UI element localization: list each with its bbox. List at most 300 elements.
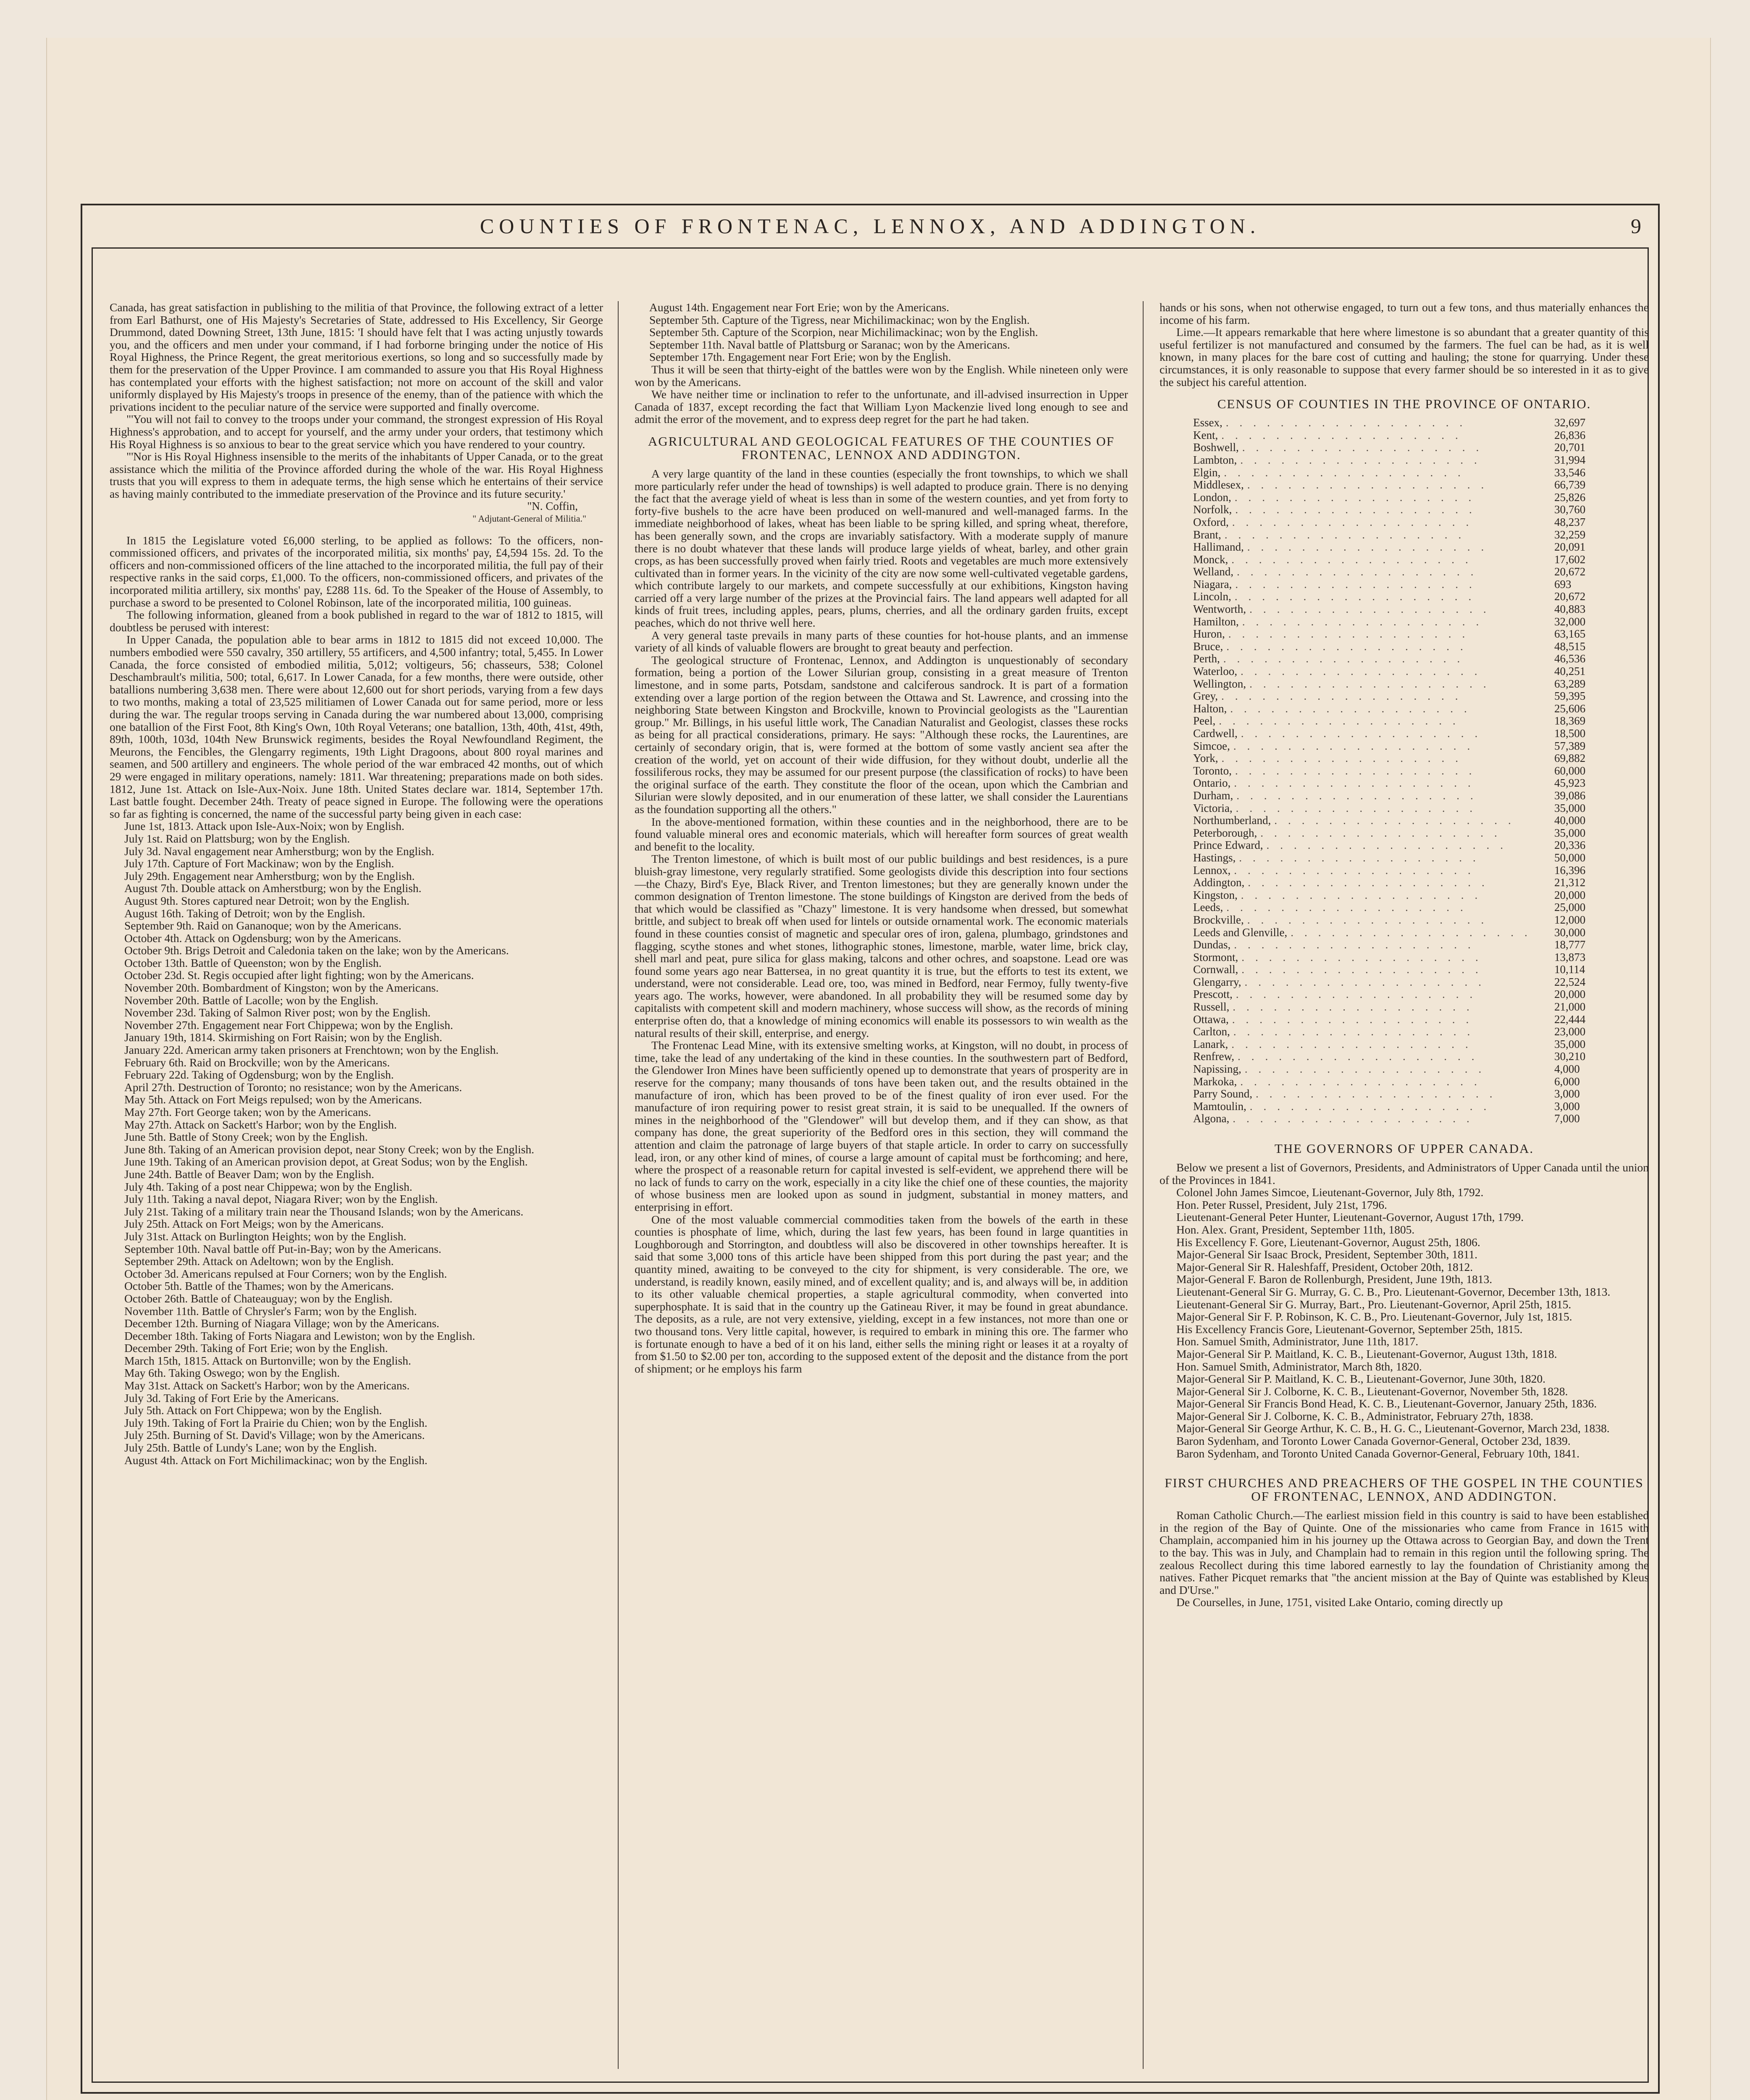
paragraph: In 1815 the Legislature voted £6,000 sterling, to be applied as follows: To the officers, non-commissioned officers, and privates of the incorporated militia, six months' pay, £4,594 15s. 2d. To the officers and non-commissioned officers of the line attached to the incorporated militia, the full pay of their respective ranks in the said corps, £1,000. To the officers, non-commissioned officers, and privates of the incorporated militia artillery, six months' pay, £288 11s. 6d. To the Speaker of the House of Assembly, to purchase a sword to be presented to Colonel Robinson, late of the incorporated militia, 100 guineas. [110,533,603,609]
list-item: November 11th. Battle of Chrysler's Farm; won by the English. [124,1304,417,1318]
table-row [1193,901,1613,914]
population-value: 20,701 [1554,441,1586,454]
column-divider [618,301,619,2069]
county-name: Simcoe, [1193,739,1230,752]
table-row [1193,566,1613,578]
population-value: 7,000 [1554,1112,1580,1125]
list-item: September 5th. Capture of the Tigress, near Michilimackinac; won by the English. [649,313,1030,326]
leader-dots: .................. [1233,1113,1480,1125]
leader-dots: .................. [1274,814,1522,827]
population-value: 31,994 [1554,453,1586,466]
county-name: Northumberland, [1193,814,1271,827]
table-row [1193,429,1613,442]
table-row [1193,864,1613,877]
table-row [1193,802,1613,815]
leader-dots: .................. [1248,877,1496,889]
population-value: 20,672 [1554,590,1586,603]
list-item: September 17th. Engagement near Fort Erie; won by the English. [649,350,951,364]
population-value: 18,369 [1554,714,1586,727]
population-value: 32,000 [1554,615,1586,628]
leader-dots: .................. [1291,926,1538,939]
list-item: June 24th. Battle of Beaver Dam; won by the English. [124,1167,374,1181]
leader-dots: .................. [1233,740,1481,752]
population-value: 693 [1554,578,1572,591]
column-1 [110,301,603,2069]
population-value: 30,000 [1554,926,1586,939]
table-row [1193,541,1613,554]
county-name: Dundas, [1193,938,1231,951]
population-value: 46,536 [1554,652,1586,665]
population-value: 32,259 [1554,528,1586,541]
population-value: 22,444 [1554,1013,1586,1026]
county-name: Oxford, [1193,515,1229,528]
leader-dots: .................. [1249,603,1497,616]
county-name: Mamtoulin, [1193,1100,1246,1113]
population-value: 69,882 [1554,752,1586,765]
table-row [1193,578,1613,591]
county-name: London, [1193,491,1231,504]
population-value: 50,000 [1554,851,1586,864]
list-item: Lieutenant-General Sir G. Murray, G. C. B., Pro. Lieutenant-Governor, December 13th, 1813. [1176,1285,1611,1298]
list-item: July 21st. Taking of a military train near the Thousand Islands; won by the Americans. [124,1205,524,1218]
county-name: Boshwell, [1193,441,1239,454]
county-name: Essex, [1193,416,1223,429]
leader-dots: .................. [1240,1075,1488,1088]
list-item: February 22d. Taking of Ogdensburg; won by the English. [124,1068,394,1082]
paragraph: Lime.—It appears remarkable that here where limestone is so abundant that a greater quantity of this useful fertilizer is not manufactured and consumed by the farmers. The fuel can be had, as it is well known, in many places for the bare cost of cutting and hauling; the stone for quarrying. Under these circumstances, it is only reasonable to suppose that every farmer should be so interested in it as to give the subject his careful attention. [1160,326,1649,388]
population-value: 59,395 [1554,690,1586,703]
county-name: Leeds, [1193,901,1223,914]
paragraph: Roman Catholic Church.—The earliest mission field in this country is said to have been established in the region of the Bay of Quinte. One of the missionaries who came from France in 1615 with Champlain, accompanied him in his journey up the Ottawa across to Georgian Bay, and down the Trent to the bay. This was in July, and Champlain had to remain in this region until the following spring. The zealous Recollect during this time labored earnestly to lay the foundation of Christianity among the natives. Father Picquet remarks that "the ancient mission at the Bay of Quinte was established by Kleus and D'Urse." [1160,1509,1649,1596]
list-item: May 6th. Taking Oswego; won by the English. [124,1366,340,1380]
county-name: Toronto, [1193,764,1232,777]
leader-dots: .................. [1237,566,1485,578]
table-row [1193,889,1613,902]
population-value: 3,000 [1554,1100,1580,1113]
list-item: March 15th, 1815. Attack on Burtonville; won by the English. [124,1354,411,1367]
population-value: 30,210 [1554,1050,1586,1063]
county-name: Prince Edward, [1193,839,1263,852]
list-item: Lieutenant-General Sir G. Murray, Bart., Pro. Lieutenant-Governor, April 25th, 1815. [1176,1297,1572,1311]
governors-list [1160,1161,1649,1460]
leader-dots: .................. [1235,578,1483,591]
paragraph: The following information, gleaned from a book published in regard to the war of 1812 to 1815, will doubtless be perused with interest: [110,608,603,634]
page-number: 9 [1631,214,1641,238]
list-item: July 31st. Attack on Burlington Heights; won by the English. [124,1229,407,1243]
section-heading-agriculture: AGRICULTURAL AND GEOLOGICAL FEATURES OF THE COUNTIES OF FRONTENAC, LENNOX AND ADDINGTON. [648,433,1115,462]
population-value: 20,000 [1554,888,1586,901]
population-value: 40,883 [1554,603,1586,616]
table-row [1193,665,1613,678]
county-name: Peel, [1193,714,1216,727]
leader-dots: .................. [1221,752,1469,765]
list-item: July 25th. Battle of Lundy's Lane; won by the English. [124,1441,377,1454]
leader-dots: .................. [1235,764,1483,777]
leader-dots: .................. [1244,976,1492,988]
table-row [1193,454,1613,467]
list-item: October 13th. Battle of Queenston; won by the English. [124,956,382,969]
section-heading-churches: FIRST CHURCHES AND PREACHERS OF THE GOSPEL IN THE COUNTIES OF FRONTENAC, LENNOX, AND ADDINGTON. [1165,1475,1644,1504]
county-name: Middlesex, [1193,478,1244,491]
population-value: 63,289 [1554,677,1586,690]
table-row [1193,752,1613,765]
list-item: Baron Sydenham, and Toronto United Canada Governor-General, February 10th, 1841. [1176,1446,1580,1460]
paragraph: The Frontenac Lead Mine, with its extensive smelting works, at Kingston, will no doubt, in process of time, take the lead of any undertaking of the kind in these counties. In the southwestern part of Bedford, the Glendower Iron Mines have been sufficiently opened up to demonstrate that years of prosperity are in reserve for the company; many thousands of tons have been taken out, and the results obtained in the manufacture of iron, which has been proved to be of the finest quality of iron ever used. For the manufacture of iron requiring power to resist great strain, it is said to be unequalled. If the owners of mines in the neighborhood of the "Glendower" will but develop them, and if they can show, as that company has done, the great superiority of the Bedford ores in this section, they will command the attention and claim the patronage of large buyers of that staple article. In order to carry on successfully lead, iron, or any other kind of mines, of course a large amount of capital must be forthcoming; and here, where the prospect of a reasonable return for capital invested is self-evident, we apprehend there will be no lack of funds to carry on the work, especially in a city like the chief one of these counties, the majority of whose business men are looked upon as sound in judgment, substantial in money matters, and enterprising in effort. [635,1039,1128,1213]
table-row [1193,616,1613,628]
county-name: Prescott, [1193,988,1233,1001]
paragraph: Thus it will be seen that thirty-eight of the battles were won by the English. While nineteen only were won by the Americans. [635,362,1128,388]
leader-dots: .................. [1234,939,1482,951]
list-item: His Excellency F. Gore, Lieutenant-Governor, August 25th, 1806. [1176,1235,1480,1249]
list-item: His Excellency Francis Gore, Lieutenant-Governor, September 25th, 1815. [1176,1322,1523,1336]
table-row [1193,951,1613,964]
list-item: July 1st. Raid on Plattsburg; won by the English. [124,832,350,845]
column-2 [635,301,1128,2069]
list-item: November 27th. Engagement near Fort Chippewa; won by the English. [124,1018,453,1032]
table-row [1193,1013,1613,1026]
population-value: 48,515 [1554,640,1586,653]
list-item: Hon. Samuel Smith, Administrator, March 8th, 1820. [1176,1360,1422,1373]
list-item: June 5th. Battle of Stony Creek; won by the English. [124,1130,368,1144]
list-item: October 26th. Battle of Chateauguay; won by the English. [124,1292,393,1305]
table-row [1193,640,1613,653]
leader-dots: .................. [1242,615,1490,628]
paragraph: hands or his sons, when not otherwise engaged, to turn out a few tons, and thus materially enhances the income of his farm. [1160,301,1649,326]
leader-dots: .................. [1234,591,1482,603]
population-value: 39,086 [1554,789,1586,802]
population-value: 12,000 [1554,913,1586,926]
table-row [1193,827,1613,840]
county-name: Ontario, [1193,777,1231,790]
county-name: Renfrew, [1193,1050,1234,1063]
population-value: 20,000 [1554,988,1586,1001]
population-value: 33,546 [1554,466,1586,479]
county-name: Napissing, [1193,1063,1241,1076]
population-value: 40,251 [1554,665,1586,678]
county-name: Lennox, [1193,864,1231,877]
population-value: 25,000 [1554,901,1586,914]
table-row [1193,777,1613,790]
table-row [1193,765,1613,777]
county-name: Monck, [1193,553,1228,566]
table-row [1193,1076,1613,1088]
list-item: May 5th. Attack on Fort Meigs repulsed; won by the Americans. [124,1093,422,1106]
list-item: Major-General Sir J. Colborne, K. C. B., Lieutenant-Governor, November 5th, 1828. [1176,1384,1568,1398]
population-value: 13,873 [1554,950,1586,963]
list-item: July 19th. Taking of Fort la Prairie du Chien; won by the English. [124,1416,428,1429]
list-item: July 5th. Attack on Fort Chippewa; won by the English. [124,1404,382,1417]
paragraph: A very large quantity of the land in these counties (especially the front townships, to which we shall more particularly refer under the head of townships) is well adapted to produce grain. There is no denying the fact that the average yield of wheat is less than in some of the western counties, and yet from forty to forty-five bushels to the acre have been produced on well-manured and well-managed farms. In the immediate neighborhood of lakes, wheat has been liable to be spring killed, and spring wheat, therefore, has been generally sown, and the crops are invariably satisfactory. With a moderate supply of manure there is no doubt whatever that these lands will produce large yields of wheat, barley, and other grain crops, as has been successfully proved when fairly tried. Roots and vegetables are much more extensively cultivated than in former years. In the vicinity of the city are now some well-cultivated vegetable gardens, which contribute largely to our markets, and compete successfully at our exhibitions, Kingston having carried off a very large number of the prizes at the Provincial fairs. The land appears well adapted for all kinds of fruit trees, including apples, pears, plums, cherries, and all the ordinary garden fruits, except peaches, which do not thrive well here. [635,467,1128,630]
county-name: Leeds and Glenville, [1193,926,1288,939]
population-value: 21,312 [1554,876,1586,889]
paragraph: De Courselles, in June, 1751, visited Lake Ontario, coming directly up [1176,1596,1503,1609]
county-name: Parry Sound, [1193,1087,1252,1100]
leader-dots: .................. [1235,504,1483,516]
table-row [1193,790,1613,802]
leader-dots: .................. [1247,479,1495,491]
table-row [1193,1100,1613,1113]
list-item: September 9th. Raid on Gananoque; won by the Americans. [124,919,401,932]
population-value: 40,000 [1554,814,1586,827]
leader-dots: .................. [1221,690,1469,703]
section-heading-governors: THE GOVERNORS OF UPPER CANADA. [1274,1141,1534,1156]
list-item: October 5th. Battle of the Thames; won by the Americans. [124,1279,394,1293]
battle-list [110,820,603,1466]
list-item: August 4th. Attack on Fort Michilimackinac; won by the English. [124,1453,428,1467]
list-item: Major-General Sir J. Colborne, K. C. B., Administrator, February 27th, 1838. [1176,1409,1533,1423]
county-name: Wellington, [1193,677,1246,690]
leader-dots: .................. [1237,1050,1485,1063]
leader-dots: .................. [1236,988,1484,1001]
running-head: COUNTIES OF FRONTENAC, LENNOX, AND ADDINGTON. [480,214,1261,238]
list-item: Major-General Sir George Arthur, K. C. B., H. G. C., Lieutenant-Governor, March 23d, 1838. [1176,1422,1610,1435]
leader-dots: .................. [1230,702,1478,715]
list-item: June 1st, 1813. Attack upon Isle-Aux-Noix; won by English. [124,819,404,833]
signature-name: "N. Coffin, [527,499,578,512]
county-name: Cardwell, [1193,727,1238,740]
county-name: Welland, [1193,565,1234,578]
county-name: Lanark, [1193,1037,1228,1050]
population-value: 35,000 [1554,801,1586,814]
table-row [1193,1001,1613,1013]
list-item: Hon. Samuel Smith, Administrator, June 11th, 1817. [1176,1335,1419,1348]
leader-dots: .................. [1236,789,1484,802]
paragraph: The Trenton limestone, of which is built most of our public buildings and best residences, is a pure bluish-gray limestone, very regularly stratified. Some geologists divide this description into four sections—the Chazy, Bird's Eye, Black River, and Trenton limestones; but they are generally known under the common designation of Trenton limestone. The stone buildings of Kingston are derived from the beds of that which would be classified as "Chazy" limestone. It is very handsome when dressed, but somewhat brittle, and subject to break off when used for lintels or outside ornamental work. The economic materials found in these counties consist of magnetic and specular ores of iron, galena, plumbago, grindstones and flagging, scythe stones and whet stones, lithographic stones, limestone, marble, water lime, brick clay, shell marl and peat, pure silica for glass making, talcons and other ochres, and soapstone. Lead ore was found some years ago near Battersea, in no great quantity it is true, but the efforts to test its extent, we understand, were not considerable. Lead ore, too, was mined in Bedford, near Fermoy, fully twenty-five years ago. The works, however, were abandoned. In all probability they will be resumed some day by capitalists with competent skill and modern machinery, whose success will show, as the records of mining enterprise often do, that a knowledge of mining economics will enable its possessors to win wealth as the natural results of their skill, enterprise, and energy. [635,852,1128,1040]
county-name: Ottawa, [1193,1013,1229,1026]
list-item: September 11th. Naval battle of Plattsburg or Saranac; won by the Americans. [649,338,1010,351]
table-row [1193,653,1613,665]
population-value: 20,091 [1554,541,1586,554]
leader-dots: .................. [1233,1026,1481,1038]
leader-dots: .................. [1241,889,1489,901]
table-row [1193,914,1613,927]
leader-dots: .................. [1241,951,1489,963]
population-value: 32,697 [1554,416,1586,429]
paragraph: Canada, has great satisfaction in publishing to the militia of that Province, the following extract of a letter from Earl Bathurst, one of His Majesty's Secretaries of State, addressed to His Excellency, Sir George Drummond, dated Downing Street, 13th June, 1815: 'I should have felt that I was acting unjustly towards you, and the officers and men under your command, if I had forborne bringing under the notice of His Royal Highness, the Prince Regent, the great meritorious exertions, so long and so successfully made by them for the preservation of the Upper Province. I am commanded to assure you that His Royal Highness has contemplated your efforts with the highest satisfaction; not more on account of the skill and valor uniformly displayed by His Majesty's troops in presence of the enemy, than of the patience with which the privations incident to the peculiar nature of the service were supported and finally overcome. [110,301,603,413]
county-name: Grey, [1193,690,1218,703]
table-row [1193,504,1613,516]
population-value: 63,165 [1554,627,1586,640]
leader-dots: .................. [1226,901,1474,914]
list-item: Major-General Sir Isaac Brock, President, September 30th, 1811. [1176,1248,1478,1261]
list-item: July 29th. Engagement near Amherstburg; won by the English. [124,869,415,882]
population-value: 25,826 [1554,491,1586,504]
population-value: 16,396 [1554,864,1586,877]
leader-dots: .................. [1221,429,1469,441]
table-row [1193,516,1613,529]
list-item: Major-General Sir F. P. Robinson, K. C. B., Pro. Lieutenant-Governor, July 1st, 1815. [1176,1310,1572,1323]
leader-dots: .................. [1260,827,1508,839]
table-row [1193,740,1613,753]
table-row [1193,554,1613,566]
population-value: 35,000 [1554,1037,1586,1050]
population-value: 35,000 [1554,826,1586,839]
population-value: 57,389 [1554,739,1586,752]
list-item: Colonel John James Simcoe, Lieutenant-Governor, July 8th, 1792. [1176,1186,1484,1199]
population-value: 60,000 [1554,764,1586,777]
list-item: July 25th. Attack on Fort Meigs; won by the Americans. [124,1217,384,1231]
table-row [1193,1113,1613,1125]
table-row [1193,927,1613,939]
county-name: Bruce, [1193,640,1223,653]
page-frame [81,204,1660,2094]
leader-dots: .................. [1224,466,1472,479]
county-name: York, [1193,752,1218,765]
population-value: 18,500 [1554,727,1586,740]
leader-dots: .................. [1249,677,1497,690]
list-item: Major-General Sir P. Maitland, K. C. B., Lieutenant-Governor, August 13th, 1818. [1176,1347,1557,1360]
table-row [1193,628,1613,640]
list-item: December 12th. Burning of Niagara Village; won by the Americans. [124,1317,440,1330]
county-name: Durham, [1193,789,1233,802]
list-item: July 3d. Naval engagement near Amherstburg; won by the English. [124,844,435,858]
table-row [1193,441,1613,454]
county-name: Norfolk, [1193,503,1232,516]
leader-dots: .................. [1224,528,1472,541]
leader-dots: .................. [1244,1063,1493,1076]
table-row [1193,678,1613,690]
list-item: Hon. Alex. Grant, President, September 11th, 1805. [1176,1223,1415,1236]
county-name: Peterborough, [1193,826,1257,839]
paragraph: One of the most valuable commercial commodities taken from the bowels of the earth in these counties is phosphate of lime, which, during the last few years, has been found in large quantities in Loughborough and Storrington, and doubtless will also be discovered in other townships hereafter. It is said that some 3,000 tons of this article have been shipped from this port during the past year; and the quantity mined, awaiting to be conveyed to the city for shipment, is very considerable. The ore, we understand, is readily known, easily mined, and of excellent quality; and is, and always will be, in addition to its other valuable chemical properties, a staple agricultural commodity, when converted into superphosphate. It is said that in the country up the Gatineau River, it may be found in great abundance. The deposits, as a rule, are not very extensive, yielding, except in a few instances, not more than one or two thousand tons. Very little capital, however, is required to embark in mining this ore. The farmer who is fortunate enough to have a bed of it on his land, either sells the mining right or leases it at a royalty of from $1.50 to $2.00 per ton, according to the supposed extent of the deposit and the distance from the port of shipment; or he employs his farm [635,1213,1128,1375]
table-row [1193,1063,1613,1076]
list-item: June 19th. Taking of an American provision depot, at Great Sodus; won by the English. [124,1155,528,1168]
list-item: November 23d. Taking of Salmon River post; won by the English. [124,1006,431,1019]
list-item: August 16th. Taking of Detroit; won by the English. [124,906,365,920]
county-name: Glengarry, [1193,975,1241,988]
county-name: Cornwall, [1193,963,1238,976]
population-value: 30,760 [1554,503,1586,516]
county-name: Algona, [1193,1112,1230,1125]
leader-dots: .................. [1242,441,1490,454]
leader-dots: .................. [1234,491,1482,504]
county-name: Victoria, [1193,801,1233,814]
county-name: Huron, [1193,627,1225,640]
table-row [1193,852,1613,864]
list-item: Hon. Peter Russel, President, July 21st, 1796. [1176,1198,1387,1211]
list-item: Below we present a list of Governors, Presidents, and Administrators of Upper Canada until the union of the Provinces in 1841. [1160,1161,1649,1186]
leader-dots: .................. [1219,715,1467,727]
list-item: September 5th. Capture of the Scorpion, near Michilimackinac; won by the English. [649,326,1038,339]
paragraph: "'You will not fail to convey to the troops under your command, the strongest expression of His Royal Highness's approbation, and to accept for yourself, and the army under your orders, that testimony which His Royal Highness is so anxious to bear to the great service which you have rendered to your country. [110,412,603,451]
table-row [1193,963,1613,976]
table-row [1193,491,1613,504]
leader-dots: .................. [1240,454,1488,466]
population-value: 4,000 [1554,1063,1580,1076]
table-row [1193,529,1613,541]
table-row [1193,690,1613,703]
population-value: 48,237 [1554,515,1586,528]
table-row [1193,1038,1613,1051]
county-name: Lincoln, [1193,590,1231,603]
census-table [1193,417,1613,1125]
list-item: Major-General Sir Francis Bond Head, K. C. B., Lieutenant-Governor, January 25th, 1836. [1176,1397,1597,1410]
table-row [1193,703,1613,715]
county-name: Addington, [1193,876,1245,889]
population-value: 6,000 [1554,1075,1580,1088]
county-name: Elgin, [1193,466,1221,479]
population-value: 23,000 [1554,1025,1586,1038]
county-name: Stormont, [1193,950,1238,963]
list-item: April 27th. Destruction of Toronto; no resistance; won by the Americans. [124,1080,462,1094]
county-name: Hallimand, [1193,541,1244,554]
list-item: December 18th. Taking of Forts Niagara and Lewiston; won by the English. [124,1329,475,1342]
leader-dots: .................. [1225,417,1474,429]
county-name: Niagara, [1193,578,1232,591]
population-value: 10,114 [1554,963,1585,976]
list-item: September 29th. Attack on Adeltown; won by the English. [124,1255,394,1268]
county-name: Kent, [1193,428,1218,441]
paragraph: A very general taste prevails in many parts of these counties for hot-house plants, and an immense variety of all kinds of valuable flowers are brought to great beauty and perfection. [635,628,1128,654]
leader-dots: .................. [1241,963,1489,976]
list-item: July 17th. Capture of Fort Mackinaw; won by the English. [124,857,394,870]
table-row [1193,715,1613,727]
county-name: Wentworth, [1193,603,1246,616]
population-value: 66,739 [1554,478,1586,491]
table-row [1193,839,1613,852]
county-name: Russell, [1193,1000,1230,1013]
county-name: Lambton, [1193,453,1237,466]
table-row [1193,976,1613,989]
list-item: July 3d. Taking of Fort Erie by the Americans. [124,1391,339,1404]
leader-dots: .................. [1247,914,1495,926]
signature-title: " Adjutant-General of Militia." [472,513,586,524]
list-item: May 27th. Attack on Sackett's Harbor; won by the English. [124,1118,397,1131]
table-row [1193,467,1613,479]
table-row [1193,1026,1613,1038]
list-item: December 29th. Taking of Fort Erie; won by the English. [124,1341,388,1355]
list-item: September 10th. Naval battle off Put-in-Bay; won by the Americans. [124,1242,441,1255]
leader-dots: .................. [1247,541,1495,554]
list-item: November 20th. Bombardment of Kingston; won by the Americans. [124,981,439,995]
leader-dots: .................. [1234,864,1482,877]
table-row [1193,1050,1613,1063]
population-value: 20,672 [1554,565,1586,578]
list-item: Lieutenant-General Peter Hunter, Lieutenant-Governor, August 17th, 1799. [1176,1210,1524,1224]
population-value: 17,602 [1554,553,1586,566]
section-heading-census: CENSUS OF COUNTIES IN THE PROVINCE OF ONTARIO. [1217,396,1591,412]
list-item: February 6th. Raid on Brockville; won by the Americans. [124,1055,390,1069]
population-value: 20,336 [1554,839,1586,852]
population-value: 21,000 [1554,1000,1586,1013]
leader-dots: .................. [1266,839,1514,852]
county-name: Brant, [1193,528,1221,541]
list-item: August 14th. Engagement near Fort Erie; won by the Americans. [649,301,950,314]
paragraph: "'Nor is His Royal Highness insensible to the merits of the inhabitants of Upper Canada, or to the great assistance which the militia of the Province afforded during the whole of the war. His Royal Highness trusts that you will express to them in adequate terms, the high sense which he entertains of their service as having mainly contributed to the immediate preservation of the Province and its future security.' [110,450,603,500]
population-value: 3,000 [1554,1087,1580,1100]
county-name: Markoka, [1193,1075,1237,1088]
list-item: October 9th. Brigs Detroit and Caledonia taken on the lake; won by the Americans. [124,944,509,957]
leader-dots: .................. [1226,640,1474,653]
table-row [1193,727,1613,740]
list-item: May 31st. Attack on Sackett's Harbor; won by the Americans. [124,1379,410,1392]
list-item: Major-General Sir R. Haleshfaff, President, October 20th, 1812. [1176,1260,1473,1273]
text-frame [92,247,1649,2083]
population-value: 22,524 [1554,975,1586,988]
population-value: 45,923 [1554,777,1586,790]
paragraph: The geological structure of Frontenac, Lennox, and Addington is unquestionably of secondary formation, being a portion of the Lower Silurian group, consisting in a great measure of Trenton limestone, and in some parts, Potsdam, sandstone and calciferous sandrock. It is part of a formation extending over a large portion of the region between the Ottawa and St. Lawrence, and crossing into the neighboring State between Kingston and Brockville, known to Provincial geologists as the "Laurentian group." Mr. Billings, in his useful little work, The Canadian Naturalist and Geologist, classes these rocks as being for all practical considerations, primary. He says: "Although these rocks, the Laurentines, are certainly of secondary origin, that is, were formed at the bottom of some vastly ancient sea after the creation of the world, yet on account of their wide diffusion, for they without doubt, underlie all the fossiliferous rocks, they may be assumed for our present purpose (the classification of rocks) to have been the original surface of the earth. They constitute the floor of the ocean, upon which the Cambrian and Silurian were slowly deposited, and in our enumeration of these latter, we shall consider the Laurentians as the foundation supporting all the others." [635,653,1128,816]
paragraph: We have neither time or inclination to refer to the unfortunate, and ill-advised insurrection in Upper Canada of 1837, except recording the fact that William Lyon Mackenzie lived long enough to see and admit the error of the movement, and to express deep regret for the part he had taken. [635,388,1128,426]
paragraph: In Upper Canada, the population able to bear arms in 1812 to 1815 did not exceed 10,000. The numbers embodied were 550 cavalry, 350 artillery, 55 artificers, and 4,500 infantry; total, 5,455. In Lower Canada, the force consisted of embodied militia, 5,012; voltigeurs, 56; chasseurs, 538; Colonel Deschambrault's militia, 500; total, 6,617. In Lower Canada, for a few months, there were outside, other batallions numbering 3,638 men. There were about 12,600 out for short periods, varying from a few days to two months, making a total of 23,525 militiamen of Lower Canada out for same period, more or less during the war. The regular troops serving in Canada during the war numbered about 13,000, comprising one batallion of the First Foot, 8th King's Own, 10th Royal Veterans; one batallion, 13th, 40th, 41st, 49th, 89th, 100th, 103d, 104th New Brunswick regiments, besides the Royal Newfoundland Regiment, the Meurons, the Fencibles, the Glengarry regiments, 19th Light Dragoons, about 800 royal marines and seamen, and 500 artillery and engineers. The whole period of the war embraced 42 months, out of which 29 were engaged in military operations, namely: 1811. War threatening; preparations made on both sides. 1812, June 1st. Attack on Isle-Aux-Noix. June 18th. United States declare war. 1814, September 17th. Last battle fought. December 24th. Treaty of peace signed in Europe. The following were the operations so far as fighting is concerned, the name of the successful party being given in each case: [110,633,603,820]
list-item: October 23d. St. Regis occupied after light fighting; won by the Americans. [124,969,474,982]
table-row [1193,591,1613,603]
list-item: November 20th. Battle of Lacolle; won by the English. [124,993,378,1007]
population-value: 25,606 [1554,702,1586,715]
list-item: July 4th. Taking of a post near Chippewa; won by the English. [124,1180,412,1193]
leader-dots: .................. [1231,553,1479,566]
column-3 [1160,301,1649,2069]
leader-dots: .................. [1232,516,1480,528]
